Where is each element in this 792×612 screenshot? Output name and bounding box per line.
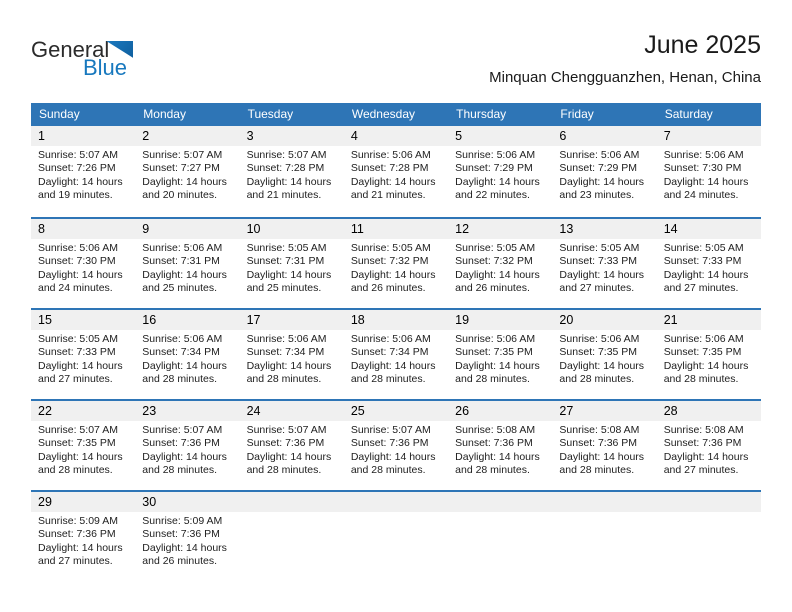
day-number: 8 bbox=[31, 219, 135, 239]
day-cell bbox=[657, 310, 761, 399]
sunset-text: Sunset: 7:35 PM bbox=[38, 437, 116, 450]
daylight-text: Daylight: 14 hours and 19 minutes. bbox=[38, 175, 123, 202]
day-cell bbox=[240, 126, 344, 217]
daylight-text: Daylight: 14 hours and 27 minutes. bbox=[38, 541, 123, 568]
title-block bbox=[489, 30, 761, 86]
weekday-header: Wednesday bbox=[351, 107, 415, 121]
sunrise-text: Sunrise: 5:06 AM bbox=[38, 242, 118, 254]
sunset-text: Sunset: 7:32 PM bbox=[350, 255, 429, 268]
daylight-text: Daylight: 14 hours and 28 minutes. bbox=[559, 450, 645, 477]
sunset-text: Sunset: 7:33 PM bbox=[559, 255, 638, 268]
sunrise-text: Sunrise: 5:06 AM bbox=[350, 333, 431, 345]
weekday-header: Tuesday bbox=[247, 107, 294, 121]
logo-text-general: General bbox=[31, 37, 110, 62]
general-blue-logo bbox=[31, 38, 141, 78]
sunset-text: Sunset: 7:30 PM bbox=[38, 255, 116, 268]
daylight-text: Daylight: 14 hours and 20 minutes. bbox=[142, 175, 227, 202]
day-cell bbox=[135, 401, 239, 490]
sunrise-text: Sunrise: 5:06 AM bbox=[663, 333, 744, 345]
sunrise-text: Sunrise: 5:05 AM bbox=[455, 242, 536, 254]
daylight-text: Daylight: 14 hours and 21 minutes. bbox=[350, 175, 436, 202]
sunset-text: Sunset: 7:33 PM bbox=[38, 346, 116, 359]
sunset-text: Sunset: 7:34 PM bbox=[246, 346, 325, 359]
day-number: 26 bbox=[448, 401, 552, 421]
day-number: 18 bbox=[344, 310, 448, 330]
day-number: 15 bbox=[31, 310, 135, 330]
empty-day-cell bbox=[552, 492, 656, 581]
weekday-header: Thursday bbox=[456, 107, 507, 121]
daylight-text: Daylight: 14 hours and 25 minutes. bbox=[246, 268, 332, 295]
sunset-text: Sunset: 7:30 PM bbox=[663, 162, 742, 175]
weekday-header: Saturday bbox=[664, 107, 713, 121]
day-number: 22 bbox=[31, 401, 135, 421]
day-number: 28 bbox=[657, 401, 761, 421]
day-cell bbox=[240, 310, 344, 399]
day-number: 9 bbox=[135, 219, 239, 239]
daylight-text: Daylight: 14 hours and 27 minutes. bbox=[559, 268, 645, 295]
sunset-text: Sunset: 7:35 PM bbox=[559, 346, 638, 359]
daylight-text: Daylight: 14 hours and 28 minutes. bbox=[663, 359, 749, 386]
sunrise-text: Sunrise: 5:09 AM bbox=[38, 515, 118, 527]
day-number: 16 bbox=[135, 310, 239, 330]
page-header bbox=[31, 30, 761, 100]
sunset-text: Sunset: 7:36 PM bbox=[38, 528, 116, 541]
sunrise-text: Sunrise: 5:08 AM bbox=[663, 424, 744, 436]
day-number: 13 bbox=[552, 219, 656, 239]
day-cell bbox=[135, 219, 239, 308]
sunset-text: Sunset: 7:35 PM bbox=[455, 346, 533, 359]
daylight-text: Daylight: 14 hours and 21 minutes. bbox=[246, 175, 332, 202]
daylight-text: Daylight: 14 hours and 24 minutes. bbox=[38, 268, 123, 295]
month-title: June 2025 bbox=[644, 31, 761, 59]
sunrise-text: Sunrise: 5:05 AM bbox=[559, 242, 640, 254]
sunset-text: Sunset: 7:36 PM bbox=[142, 528, 220, 541]
sunset-text: Sunset: 7:36 PM bbox=[663, 437, 742, 450]
sunset-text: Sunset: 7:34 PM bbox=[142, 346, 220, 359]
day-cell bbox=[552, 310, 656, 399]
day-cell bbox=[552, 126, 656, 217]
weekday-header: Monday bbox=[143, 107, 186, 121]
week-row bbox=[31, 217, 761, 308]
daylight-text: Daylight: 14 hours and 28 minutes. bbox=[350, 450, 436, 477]
sunrise-text: Sunrise: 5:09 AM bbox=[142, 515, 223, 527]
sunrise-text: Sunrise: 5:06 AM bbox=[559, 149, 640, 161]
day-cell bbox=[31, 126, 135, 217]
daylight-text: Daylight: 14 hours and 26 minutes. bbox=[455, 268, 540, 295]
daylight-text: Daylight: 14 hours and 27 minutes. bbox=[663, 450, 749, 477]
day-number: 2 bbox=[135, 126, 239, 146]
sunset-text: Sunset: 7:34 PM bbox=[350, 346, 429, 359]
day-cell bbox=[31, 310, 135, 399]
location-subtitle: Minquan Chengguanzhen, Henan, China bbox=[489, 69, 761, 86]
daylight-text: Daylight: 14 hours and 23 minutes. bbox=[559, 175, 645, 202]
sunset-text: Sunset: 7:28 PM bbox=[350, 162, 429, 175]
day-number bbox=[657, 492, 761, 512]
daylight-text: Daylight: 14 hours and 28 minutes. bbox=[559, 359, 645, 386]
empty-day-cell bbox=[448, 492, 552, 581]
day-cell bbox=[344, 310, 448, 399]
sunset-text: Sunset: 7:29 PM bbox=[455, 162, 533, 175]
sunrise-text: Sunrise: 5:08 AM bbox=[455, 424, 536, 436]
day-number: 11 bbox=[344, 219, 448, 239]
day-cell bbox=[135, 126, 239, 217]
sunrise-text: Sunrise: 5:07 AM bbox=[246, 424, 327, 436]
daylight-text: Daylight: 14 hours and 28 minutes. bbox=[455, 450, 540, 477]
sunrise-text: Sunrise: 5:06 AM bbox=[246, 333, 327, 345]
daylight-text: Daylight: 14 hours and 28 minutes. bbox=[142, 359, 227, 386]
day-number: 10 bbox=[240, 219, 344, 239]
sunrise-text: Sunrise: 5:06 AM bbox=[350, 149, 431, 161]
sunrise-text: Sunrise: 5:05 AM bbox=[246, 242, 327, 254]
sunrise-text: Sunrise: 5:06 AM bbox=[142, 333, 223, 345]
daylight-text: Daylight: 14 hours and 28 minutes. bbox=[142, 450, 227, 477]
sunset-text: Sunset: 7:36 PM bbox=[455, 437, 533, 450]
day-number bbox=[552, 492, 656, 512]
day-number: 24 bbox=[240, 401, 344, 421]
day-cell bbox=[448, 401, 552, 490]
day-cell bbox=[657, 126, 761, 217]
sunset-text: Sunset: 7:31 PM bbox=[246, 255, 325, 268]
day-cell bbox=[657, 401, 761, 490]
day-cell bbox=[135, 310, 239, 399]
day-number: 19 bbox=[448, 310, 552, 330]
sunset-text: Sunset: 7:31 PM bbox=[142, 255, 220, 268]
week-row bbox=[31, 490, 761, 581]
daylight-text: Daylight: 14 hours and 28 minutes. bbox=[246, 359, 332, 386]
weekday-header: Sunday bbox=[39, 107, 80, 121]
sunrise-text: Sunrise: 5:06 AM bbox=[455, 149, 536, 161]
day-cell bbox=[344, 126, 448, 217]
logo-text-blue: Blue bbox=[82, 55, 127, 80]
day-cell bbox=[344, 401, 448, 490]
daylight-text: Daylight: 14 hours and 27 minutes. bbox=[663, 268, 749, 295]
day-number: 5 bbox=[448, 126, 552, 146]
day-cell bbox=[240, 401, 344, 490]
daylight-text: Daylight: 14 hours and 28 minutes. bbox=[38, 450, 123, 477]
empty-day-cell bbox=[344, 492, 448, 581]
day-cell bbox=[448, 126, 552, 217]
calendar-body bbox=[31, 126, 761, 581]
sunrise-text: Sunrise: 5:07 AM bbox=[142, 149, 223, 161]
sunrise-text: Sunrise: 5:06 AM bbox=[559, 333, 640, 345]
sunset-text: Sunset: 7:36 PM bbox=[142, 437, 220, 450]
sunset-text: Sunset: 7:33 PM bbox=[663, 255, 742, 268]
day-number: 27 bbox=[552, 401, 656, 421]
day-number: 1 bbox=[31, 126, 135, 146]
day-cell bbox=[657, 219, 761, 308]
day-number: 6 bbox=[552, 126, 656, 146]
week-row bbox=[31, 399, 761, 490]
day-number bbox=[344, 492, 448, 512]
daylight-text: Daylight: 14 hours and 22 minutes. bbox=[455, 175, 540, 202]
sunset-text: Sunset: 7:36 PM bbox=[350, 437, 429, 450]
day-cell bbox=[135, 492, 239, 581]
empty-day-cell bbox=[657, 492, 761, 581]
sunrise-text: Sunrise: 5:05 AM bbox=[350, 242, 431, 254]
sunset-text: Sunset: 7:32 PM bbox=[455, 255, 533, 268]
day-cell bbox=[552, 401, 656, 490]
day-number: 17 bbox=[240, 310, 344, 330]
sunset-text: Sunset: 7:36 PM bbox=[559, 437, 638, 450]
sunrise-text: Sunrise: 5:06 AM bbox=[663, 149, 744, 161]
day-number: 30 bbox=[135, 492, 239, 512]
calendar-table bbox=[31, 103, 761, 581]
day-number: 14 bbox=[657, 219, 761, 239]
sunrise-text: Sunrise: 5:07 AM bbox=[246, 149, 327, 161]
sunset-text: Sunset: 7:36 PM bbox=[246, 437, 325, 450]
daylight-text: Daylight: 14 hours and 26 minutes. bbox=[350, 268, 436, 295]
sunrise-text: Sunrise: 5:07 AM bbox=[350, 424, 431, 436]
daylight-text: Daylight: 14 hours and 24 minutes. bbox=[663, 175, 749, 202]
sunrise-text: Sunrise: 5:07 AM bbox=[142, 424, 223, 436]
day-cell bbox=[31, 492, 135, 581]
day-cell bbox=[240, 219, 344, 308]
daylight-text: Daylight: 14 hours and 28 minutes. bbox=[350, 359, 436, 386]
weekday-header: Friday bbox=[560, 107, 594, 121]
day-cell bbox=[448, 310, 552, 399]
sunset-text: Sunset: 7:27 PM bbox=[142, 162, 220, 175]
day-number bbox=[448, 492, 552, 512]
sunrise-text: Sunrise: 5:05 AM bbox=[38, 333, 118, 345]
day-number: 7 bbox=[657, 126, 761, 146]
daylight-text: Daylight: 14 hours and 25 minutes. bbox=[142, 268, 227, 295]
day-cell bbox=[552, 219, 656, 308]
sunset-text: Sunset: 7:28 PM bbox=[246, 162, 325, 175]
sunrise-text: Sunrise: 5:07 AM bbox=[38, 424, 118, 436]
day-number: 21 bbox=[657, 310, 761, 330]
sunset-text: Sunset: 7:35 PM bbox=[663, 346, 742, 359]
day-number: 12 bbox=[448, 219, 552, 239]
day-number: 4 bbox=[344, 126, 448, 146]
sunrise-text: Sunrise: 5:06 AM bbox=[455, 333, 536, 345]
day-cell bbox=[31, 219, 135, 308]
daylight-text: Daylight: 14 hours and 26 minutes. bbox=[142, 541, 227, 568]
day-number: 20 bbox=[552, 310, 656, 330]
sunrise-text: Sunrise: 5:06 AM bbox=[142, 242, 223, 254]
week-row bbox=[31, 126, 761, 217]
day-cell bbox=[344, 219, 448, 308]
day-number: 23 bbox=[135, 401, 239, 421]
day-number bbox=[240, 492, 344, 512]
day-number: 3 bbox=[240, 126, 344, 146]
day-cell bbox=[448, 219, 552, 308]
weekday-header-row bbox=[31, 103, 761, 126]
daylight-text: Daylight: 14 hours and 28 minutes. bbox=[246, 450, 332, 477]
week-row bbox=[31, 308, 761, 399]
sunrise-text: Sunrise: 5:08 AM bbox=[559, 424, 640, 436]
daylight-text: Daylight: 14 hours and 27 minutes. bbox=[38, 359, 123, 386]
day-number: 29 bbox=[31, 492, 135, 512]
empty-day-cell bbox=[240, 492, 344, 581]
daylight-text: Daylight: 14 hours and 28 minutes. bbox=[455, 359, 540, 386]
sunset-text: Sunset: 7:29 PM bbox=[559, 162, 638, 175]
sunrise-text: Sunrise: 5:05 AM bbox=[663, 242, 744, 254]
day-number: 25 bbox=[344, 401, 448, 421]
sunrise-text: Sunrise: 5:07 AM bbox=[38, 149, 118, 161]
day-cell bbox=[31, 401, 135, 490]
sunset-text: Sunset: 7:26 PM bbox=[38, 162, 116, 175]
